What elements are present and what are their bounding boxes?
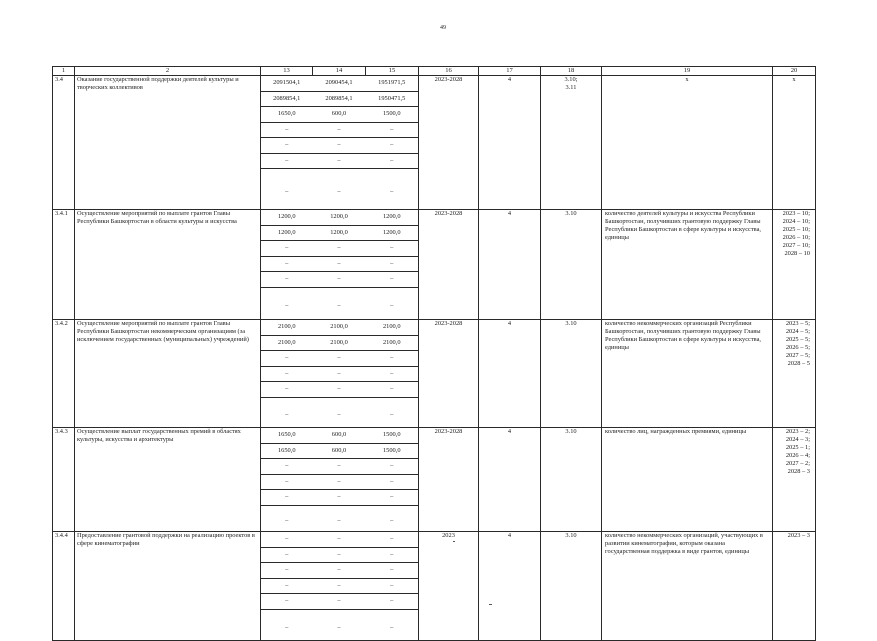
years-cell: 2023-2028 [419,320,479,428]
funding-cell: – [313,351,366,367]
funding-cell: 1650,0 [261,428,313,444]
header-cell: 13 [261,67,313,76]
funding-cell: – [261,563,313,579]
target-value: 2025 – 1; [785,444,810,451]
funding-cell: – [366,505,419,532]
funding-cell: – [313,397,366,428]
funding-cell: – [261,594,313,610]
funding-cell: 1650,0 [261,443,313,459]
funding-cell: – [366,169,419,210]
funding-cell: – [313,532,366,548]
header-cell: 16 [419,67,479,76]
funding-cell: – [261,256,313,272]
funding-cell: – [366,609,419,641]
target-values-cell [773,210,816,320]
funding-cell: – [313,578,366,594]
funding-cell: 1950471,5 [366,91,419,107]
funding-cell: – [261,609,313,641]
measure-row [53,428,816,444]
funding-cell: – [313,459,366,475]
measure-row [53,210,816,226]
funding-cell: – [261,532,313,548]
measure-number: 3.4.3 [53,428,75,532]
funding-cell: – [261,138,313,154]
header-cell: 18 [541,67,602,76]
header-cell: 1 [53,67,75,76]
funding-cell: 1200,0 [313,210,366,226]
measure-row [53,76,816,92]
target-value: 2025 – 10; [782,226,810,233]
funding-cell: – [313,547,366,563]
funding-cell: 2100,0 [366,320,419,336]
funding-cell: – [261,474,313,490]
funding-cell: – [366,578,419,594]
header-cell: 17 [479,67,541,76]
funding-cell: – [313,287,366,320]
funding-cell: 2100,0 [313,335,366,351]
funding-cell: 2089854,1 [261,91,313,107]
funding-cell: – [261,382,313,398]
funding-cell: – [313,366,366,382]
measure-number: 3.4.1 [53,210,75,320]
funding-cell: – [313,382,366,398]
funding-cell: – [366,547,419,563]
header-cell: 15 [366,67,419,76]
target-values-cell [773,532,816,641]
measure-number: 3.4.2 [53,320,75,428]
target-value: 2027 – 5; [785,352,810,359]
target-value: 2023 – 5; [785,320,810,327]
funding-cell: 1500,0 [366,107,419,123]
funding-cell: – [261,366,313,382]
funding-cell: – [261,153,313,169]
funding-cell: – [313,169,366,210]
executor-count-cell: 4 [479,76,541,210]
funding-cell: 2100,0 [366,335,419,351]
page-number: 49 [440,25,446,31]
indicator-ref-cell: 3.10 [541,210,602,320]
executor-count-cell: 4 [479,320,541,428]
header-cell: 14 [313,67,366,76]
indicator-description-cell: х [602,76,773,210]
funding-cell: – [366,138,419,154]
funding-cell: – [261,505,313,532]
target-value: 2024 – 10; [782,218,810,225]
funding-cell: 1951971,5 [366,76,419,92]
target-value: 2025 – 5; [785,336,810,343]
funding-cell: – [366,241,419,257]
funding-cell: – [366,153,419,169]
funding-cell: – [366,594,419,610]
target-value: 2027 – 10; [782,242,810,249]
indicator-ref-cell: 3.10 [541,320,602,428]
funding-cell: – [313,594,366,610]
target-value: 2024 – 5; [785,328,810,335]
funding-cell: – [313,563,366,579]
funding-cell: 2089854,1 [313,91,366,107]
indicator-ref-cell: 3.10; 3.11 [541,76,602,210]
funding-cell: – [261,169,313,210]
scan-mark [489,604,492,605]
years-cell: 2023-2028 [419,210,479,320]
funding-cell: – [261,397,313,428]
executor-count-cell: 4 [479,532,541,641]
funding-cell: 600,0 [313,443,366,459]
funding-cell: – [261,287,313,320]
funding-cell: 1200,0 [366,210,419,226]
funding-cell: – [313,474,366,490]
years-cell: 2023 [419,532,479,641]
funding-cell: 1500,0 [366,428,419,444]
funding-cell: 2100,0 [261,335,313,351]
scan-mark [453,541,455,542]
funding-cell: 2100,0 [261,320,313,336]
measure-row [53,532,816,548]
funding-cell: 1500,0 [366,443,419,459]
funding-cell: – [313,138,366,154]
funding-cell: – [366,287,419,320]
funding-cell: – [261,578,313,594]
funding-cell: – [313,272,366,288]
funding-cell: 1650,0 [261,107,313,123]
header-row [53,67,816,76]
target-value: 2023 – 10; [782,210,810,217]
target-value: 2023 – 2; [785,428,810,435]
funding-cell: – [366,397,419,428]
measure-row [53,320,816,336]
target-values-cell [773,320,816,428]
executor-count-cell: 4 [479,210,541,320]
indicator-description-cell: количество лиц, награжденных премиями, единицы [602,428,773,532]
funding-cell: 1200,0 [261,225,313,241]
executor-count-cell: 4 [479,428,541,532]
funding-cell: – [366,490,419,506]
target-value: 2026 – 4; [785,452,810,459]
indicator-description-cell: количество некоммерческих организаций, участвующих в развитии кинематографии, которым оказана государственная поддержка в виде грантов, единицы [602,532,773,641]
measure-name: Осуществление мероприятий по выплате грантов Главы Республики Башкортостан некоммерческим организациям (за исключением государственных (муниципальных) учреждений) [75,320,261,428]
indicator-ref-cell: 3.10 [541,532,602,641]
measure-name: Осуществление выплат государственных премий в областях культуры, искусства и архитектуры [75,428,261,532]
funding-cell: – [261,490,313,506]
measure-name: Оказание государственной поддержки деятелей культуры и творческих коллективов [75,76,261,210]
funding-cell: – [366,122,419,138]
funding-cell: – [366,563,419,579]
funding-cell: – [313,256,366,272]
years-cell: 2023-2028 [419,428,479,532]
measure-number: 3.4.4 [53,532,75,641]
measure-number: 3.4 [53,76,75,210]
funding-cell: 600,0 [313,107,366,123]
funding-cell: – [313,153,366,169]
funding-cell: 1200,0 [366,225,419,241]
target-value: 2028 – 10 [784,250,810,257]
funding-cell: – [261,241,313,257]
indicator-ref-cell: 3.10 [541,428,602,532]
funding-cell: 2091504,1 [261,76,313,92]
funding-cell: – [313,490,366,506]
header-cell: 19 [602,67,773,76]
funding-cell: – [366,474,419,490]
indicator-description-cell: количество некоммерческих организаций Республики Башкортостан, получивших грантовую поддержку Главы Республики Башкортостан в сфере культуры и искусства, единицы [602,320,773,428]
target-value: 2026 – 5; [785,344,810,351]
header-cell: 2 [75,67,261,76]
funding-cell: – [261,459,313,475]
funding-cell: – [366,256,419,272]
target-value: 2028 – 5 [787,360,810,367]
funding-cell: 1200,0 [261,210,313,226]
funding-cell: – [261,122,313,138]
target-value: 2023 – 3 [787,532,810,539]
funding-cell: – [313,241,366,257]
target-values-cell [773,428,816,532]
funding-cell: 600,0 [313,428,366,444]
funding-cell: – [261,547,313,563]
funding-cell: – [366,532,419,548]
funding-cell: – [366,382,419,398]
funding-cell: – [261,272,313,288]
funding-cell: 2100,0 [313,320,366,336]
funding-cell: – [366,366,419,382]
measure-name: Осуществление мероприятий по выплате грантов Главы Республики Башкортостан в области культуры и искусства [75,210,261,320]
funding-cell: – [261,351,313,367]
target-values-cell: х [773,76,816,210]
program-table [52,66,816,641]
funding-cell: – [313,122,366,138]
indicator-description-cell: количество деятелей культуры и искусства Республики Башкортостан, получивших грантовую поддержку Главы Республики Башкортостан в сфере культуры и искусства, единицы [602,210,773,320]
target-value: 2024 – 3; [785,436,810,443]
target-value: 2028 – 3 [787,468,810,475]
funding-cell: 1200,0 [313,225,366,241]
target-value: 2027 – 2; [785,460,810,467]
header-cell: 20 [773,67,816,76]
funding-cell: – [313,505,366,532]
funding-cell: – [313,609,366,641]
funding-cell: – [366,272,419,288]
funding-cell: – [366,351,419,367]
funding-cell: – [366,459,419,475]
target-value: 2026 – 10; [782,234,810,241]
funding-cell: 2090454,1 [313,76,366,92]
measure-name: Предоставление грантовой поддержки на реализацию проектов в сфере кинематографии [75,532,261,641]
years-cell: 2023-2028 [419,76,479,210]
